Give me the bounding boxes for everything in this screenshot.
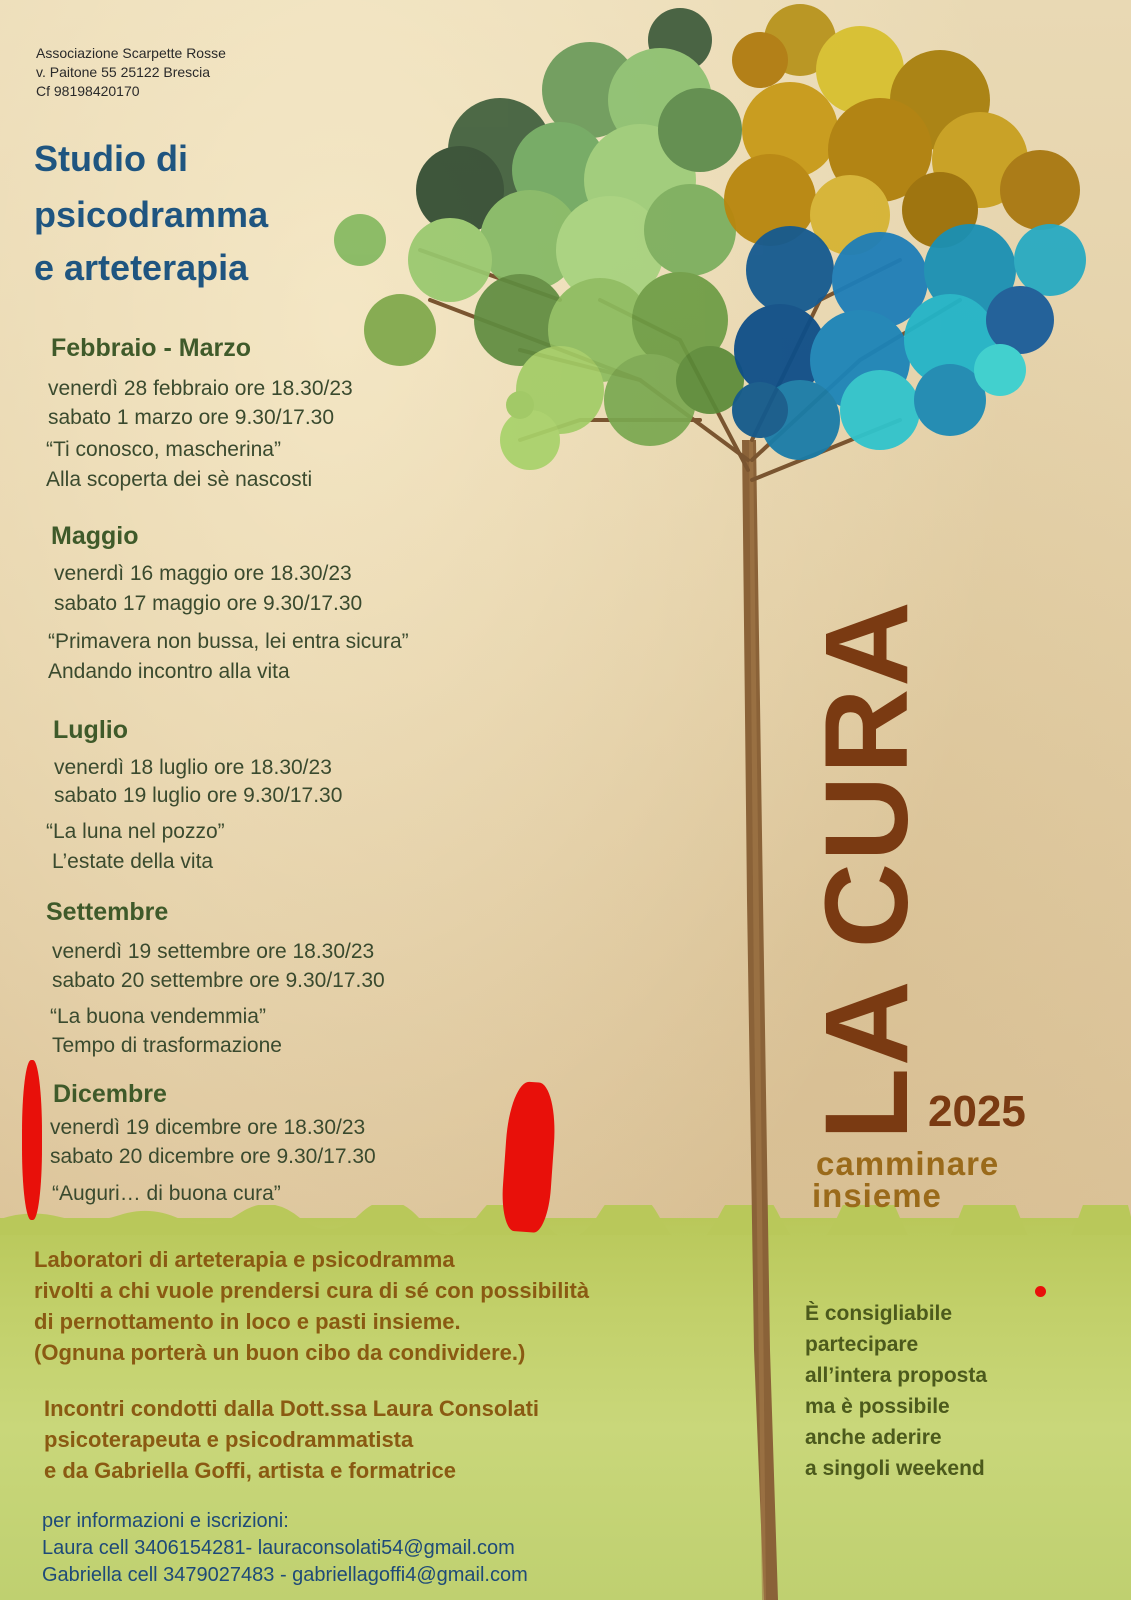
- friday-date: venerdì 16 maggio ore 18.30/23: [54, 562, 352, 585]
- month-heading: Febbraio - Marzo: [51, 334, 252, 362]
- laboratori-line-1: Laboratori di arteterapia e psicodramma: [34, 1247, 455, 1272]
- advice-line-6: a singoli weekend: [805, 1457, 985, 1480]
- friday-date: venerdì 19 settembre ore 18.30/23: [52, 940, 375, 963]
- red-dot: [1035, 1286, 1046, 1297]
- contact-gabriella: Gabriella cell 3479027483 - gabriellagoffi4@gmail.com: [42, 1564, 528, 1586]
- month-heading: Maggio: [51, 522, 139, 550]
- contacts-heading: per informazioni e iscrizioni:: [42, 1510, 289, 1532]
- studio-title-line-2: psicodramma: [34, 194, 269, 235]
- session-subtitle: Andando incontro alla vita: [48, 660, 290, 683]
- session-subtitle: L’estate della vita: [52, 850, 214, 873]
- conductors-line-2: psicoterapeuta e psicodrammatista: [44, 1427, 414, 1452]
- session-theme: “Primavera non bussa, lei entra sicura”: [48, 630, 409, 653]
- saturday-date: sabato 1 marzo ore 9.30/17.30: [48, 406, 335, 429]
- canopy-blue: [732, 224, 1086, 460]
- session-subtitle: Tempo di trasformazione: [52, 1034, 282, 1057]
- advice-line-5: anche aderire: [805, 1426, 942, 1449]
- year-label: 2025: [928, 1087, 1026, 1136]
- friday-date: venerdì 28 febbraio ore 18.30/23: [48, 377, 353, 400]
- saturday-date: sabato 17 maggio ore 9.30/17.30: [54, 592, 363, 615]
- contact-laura: Laura cell 3406154281- lauraconsolati54@gmail.com: [42, 1537, 515, 1559]
- association-cf: Cf 98198420170: [36, 83, 140, 99]
- friday-date: venerdì 18 luglio ore 18.30/23: [54, 756, 332, 779]
- canopy-green: [334, 8, 744, 470]
- association-name: Associazione Scarpette Rosse: [36, 45, 226, 61]
- red-marker-stroke-left: [22, 1060, 42, 1220]
- advice-line-1: È consigliabile: [805, 1302, 953, 1325]
- conductors-line-1: Incontri condotti dalla Dott.ssa Laura Consolati: [44, 1396, 540, 1421]
- advice-line-2: partecipare: [805, 1333, 919, 1356]
- saturday-date: sabato 20 settembre ore 9.30/17.30: [52, 969, 385, 992]
- laboratori-line-2: rivolti a chi vuole prendersi cura di sé con possibilità: [34, 1278, 590, 1303]
- month-heading: Luglio: [53, 716, 128, 744]
- saturday-date: sabato 20 dicembre ore 9.30/17.30: [50, 1145, 376, 1168]
- session-subtitle: Alla scoperta dei sè nascosti: [46, 468, 313, 491]
- conductors-line-3: e da Gabriella Goffi, artista e formatrice: [44, 1458, 457, 1483]
- tagline-line-2: insieme: [812, 1177, 942, 1214]
- friday-date: venerdì 19 dicembre ore 18.30/23: [50, 1116, 366, 1139]
- tagline-line-1: camminare: [816, 1145, 1000, 1182]
- month-heading: Settembre: [46, 898, 169, 926]
- month-heading: Dicembre: [53, 1080, 167, 1108]
- laboratori-line-3: di pernottamento in loco e pasti insieme.: [34, 1309, 461, 1334]
- association-address: v. Paitone 55 25122 Brescia: [36, 64, 211, 80]
- advice-line-3: all’intera proposta: [805, 1364, 988, 1387]
- canopy-gold: [724, 4, 1080, 255]
- laboratori-line-4: (Ognuna porterà un buon cibo da condividere.): [34, 1340, 526, 1365]
- session-theme: “La buona vendemmia”: [50, 1005, 266, 1028]
- saturday-date: sabato 19 luglio ore 9.30/17.30: [54, 784, 343, 807]
- advice-line-4: ma è possibile: [805, 1395, 950, 1418]
- studio-title-line-3: e arteterapia: [34, 247, 249, 288]
- studio-title-line-1: Studio di: [34, 138, 188, 179]
- session-theme: “Ti conosco, mascherina”: [46, 438, 281, 461]
- session-theme: “Auguri… di buona cura”: [52, 1182, 281, 1205]
- session-theme: “La luna nel pozzo”: [46, 820, 225, 843]
- la-cura-title: LA CURA: [801, 599, 933, 1140]
